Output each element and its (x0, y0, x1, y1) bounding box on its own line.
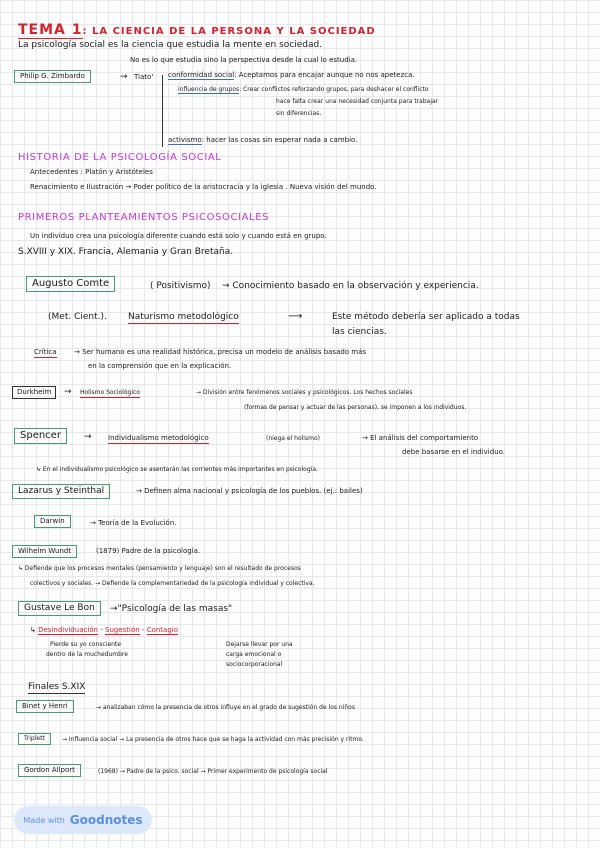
planteamientos-heading: PRIMEROS PLANTEAMIENTOS PSICOSOCIALES (18, 212, 270, 223)
lebon-note-2b: carga emocional o (226, 651, 282, 658)
darwin-name: Darwin (40, 517, 65, 525)
lebon-chain (30, 626, 178, 635)
sugestion-term: Sugestión (105, 626, 140, 634)
spencer-term: Individualismo metodológico (108, 434, 209, 442)
chain-sep-2: - (141, 626, 145, 634)
binet-box (16, 700, 74, 713)
chain-sep-1: - (100, 626, 103, 634)
lebon-box (18, 601, 101, 616)
critica-desc-2: en la comprensión que en la explicación. (88, 362, 232, 370)
spencer-name: Spencer (20, 430, 61, 441)
spencer-arrow: → (84, 432, 92, 442)
conformidad-term: conformidad social (168, 71, 235, 79)
wundt-name: Wilhelm Wundt (18, 547, 72, 555)
wundt-box (12, 545, 77, 558)
comte-paren: ( Positivismo) (150, 281, 211, 291)
historia-heading: HISTORIA DE LA PSICOLOGÍA SOCIAL (18, 152, 222, 163)
title-rest: : LA CIENCIA DE LA PERSONA Y LA SOCIEDAD (82, 26, 376, 37)
allport-desc: (1968) → Padre de la psico. social → Primer experimento de psicología social (98, 768, 328, 775)
durkheim-arrow: → (64, 387, 72, 397)
activismo-term: activismo (168, 136, 202, 144)
binet-name: Binet y Henri (22, 702, 68, 710)
comte-box (26, 276, 115, 292)
wundt-desc-1: ↳ Defiende que los procesos mentales (pensamiento y lenguaje) son el resultado de procesos (18, 565, 301, 572)
planteamientos-intro: Un individuo crea una psicología diferente cuando está solo y cuando está en grupo. (30, 232, 327, 240)
triplett-name: Triplett (24, 735, 45, 742)
conformidad-line (168, 71, 415, 80)
lebon-note-1a: Pierde su yo consciente (50, 641, 121, 648)
lebon-note-2a: Dejarse llevar por una (226, 641, 293, 648)
durkheim-desc-2: (formas de pensar y actuar de las personas), se imponen a los individuos. (244, 404, 467, 411)
title-main: TEMA 1 (18, 22, 83, 38)
lazarus-name: Lazarus y Steinthal (18, 486, 105, 496)
influencia-term: influencia de grupos (178, 86, 240, 93)
comte-desc-2b: las ciencias. (332, 327, 387, 337)
watermark-made-with: Made with (23, 815, 65, 825)
watermark-brand: Goodnotes (69, 813, 143, 827)
zimbardo-label: Tiato' (134, 73, 154, 81)
renacimiento: Renacimiento e Ilustración → Poder político de la aristocracia y la iglesia . Nueva visión del mundo. (30, 183, 377, 191)
zimbardo-box (14, 70, 91, 83)
lazarus-desc: → Definen alma nacional y psicología de los pueblos. (ej.: bailes) (136, 487, 363, 495)
page-title (18, 22, 376, 40)
comte-name: Augusto Comte (32, 278, 110, 289)
lebon-note-2c: sociocorporacional (226, 661, 283, 668)
lebon-note-1b: dentro de la muchedumbre (46, 651, 128, 658)
spencer-paren: (niega el holismo) (266, 435, 320, 442)
triplett-box (18, 733, 51, 745)
spencer-box (14, 428, 67, 444)
spencer-note: ↳ En el individualismo psicológico se asentarán las corrientes más importantes en psicología. (36, 466, 318, 473)
durkheim-desc-1: → División entre fenómenos sociales y psicológicos. Los hechos sociales (196, 389, 413, 396)
binet-desc: → analizaban cómo la presencia de otros influye en el grado de sugestión de los niños (96, 704, 355, 711)
goodnotes-watermark (14, 806, 152, 834)
antecedentes: Antecedentes : Platón y Aristóteles (30, 168, 153, 176)
allport-box (18, 764, 81, 777)
spencer-desc-1: → El análisis del comportamiento (362, 434, 479, 442)
lebon-chain-prefix: ↳ (30, 626, 36, 634)
comte-met: (Met. Cient.). (48, 312, 107, 322)
definition: La psicología social es la ciencia que estudia la mente en sociedad. (18, 40, 323, 50)
lebon-name: Gustave Le Bon (24, 603, 95, 613)
lazarus-box (12, 484, 110, 499)
comte-desc-2a: Este método debería ser aplicado a todas (332, 312, 520, 322)
critica-label: Crítica (34, 348, 57, 356)
influencia-desc-2: hace falta crear una necesidad conjunta para trabajar (276, 98, 439, 105)
zimbardo-arrow: → (120, 72, 128, 82)
conformidad-desc: : Aceptamos para encajar aunque no nos apetezca. (234, 71, 415, 79)
finales-heading: Finales S.XIX (28, 682, 86, 692)
activismo-desc: : hacer las cosas sin esperar nada a cambio. (201, 136, 358, 144)
zimbardo-name: Philip G. Zimbardo (20, 72, 85, 80)
comte-arrow: ⟶ (288, 311, 303, 322)
allport-name: Gordon Allport (24, 766, 75, 774)
critica-desc-1: → Ser humano es una realidad histórica, precisa un modelo de análisis basado más (74, 348, 367, 356)
influencia-desc-1: : Crear conflictos reforzando grupos, para deshacer el conflicto (239, 86, 429, 93)
wundt-desc-2: colectivos y sociales. → Defiende la complementariedad de la psicología individual y colectiva. (30, 580, 315, 587)
lebon-desc: →"Psicología de las masas" (110, 604, 233, 614)
influencia-desc-3: sin diferencias. (276, 110, 322, 117)
zimbardo-bracket (162, 75, 163, 147)
darwin-box (34, 515, 71, 528)
activismo-line (168, 136, 357, 145)
contagio-term: Contagio (146, 626, 178, 634)
siglos: S.XVIII y XIX. Francia, Alemania y Gran Bretaña. (18, 247, 234, 257)
darwin-desc: → Teoría de la Evolución. (90, 519, 177, 527)
comte-desc: → Conocimiento basado en la observación y experiencia. (222, 281, 479, 291)
desindividuacion-term: Desindividuación (38, 626, 98, 634)
durkheim-box (12, 386, 56, 399)
durkheim-name: Durkheim (17, 388, 52, 396)
wundt-year: (1879) Padre de la psicología. (96, 547, 201, 555)
naturismo-term: Naturismo metodológico (128, 312, 239, 322)
influencia-line (178, 86, 429, 94)
spencer-desc-2: debe basarse en el individuo. (402, 448, 506, 456)
durkheim-term: Holismo Sociológico (80, 389, 140, 396)
definition-2: No es lo que estudia sino la perspectiva desde la cual lo estudia. (130, 56, 358, 64)
triplett-desc: → Influencia social → La presencia de otros hace que se haga la actividad con más precisión y ritmo. (62, 736, 364, 743)
